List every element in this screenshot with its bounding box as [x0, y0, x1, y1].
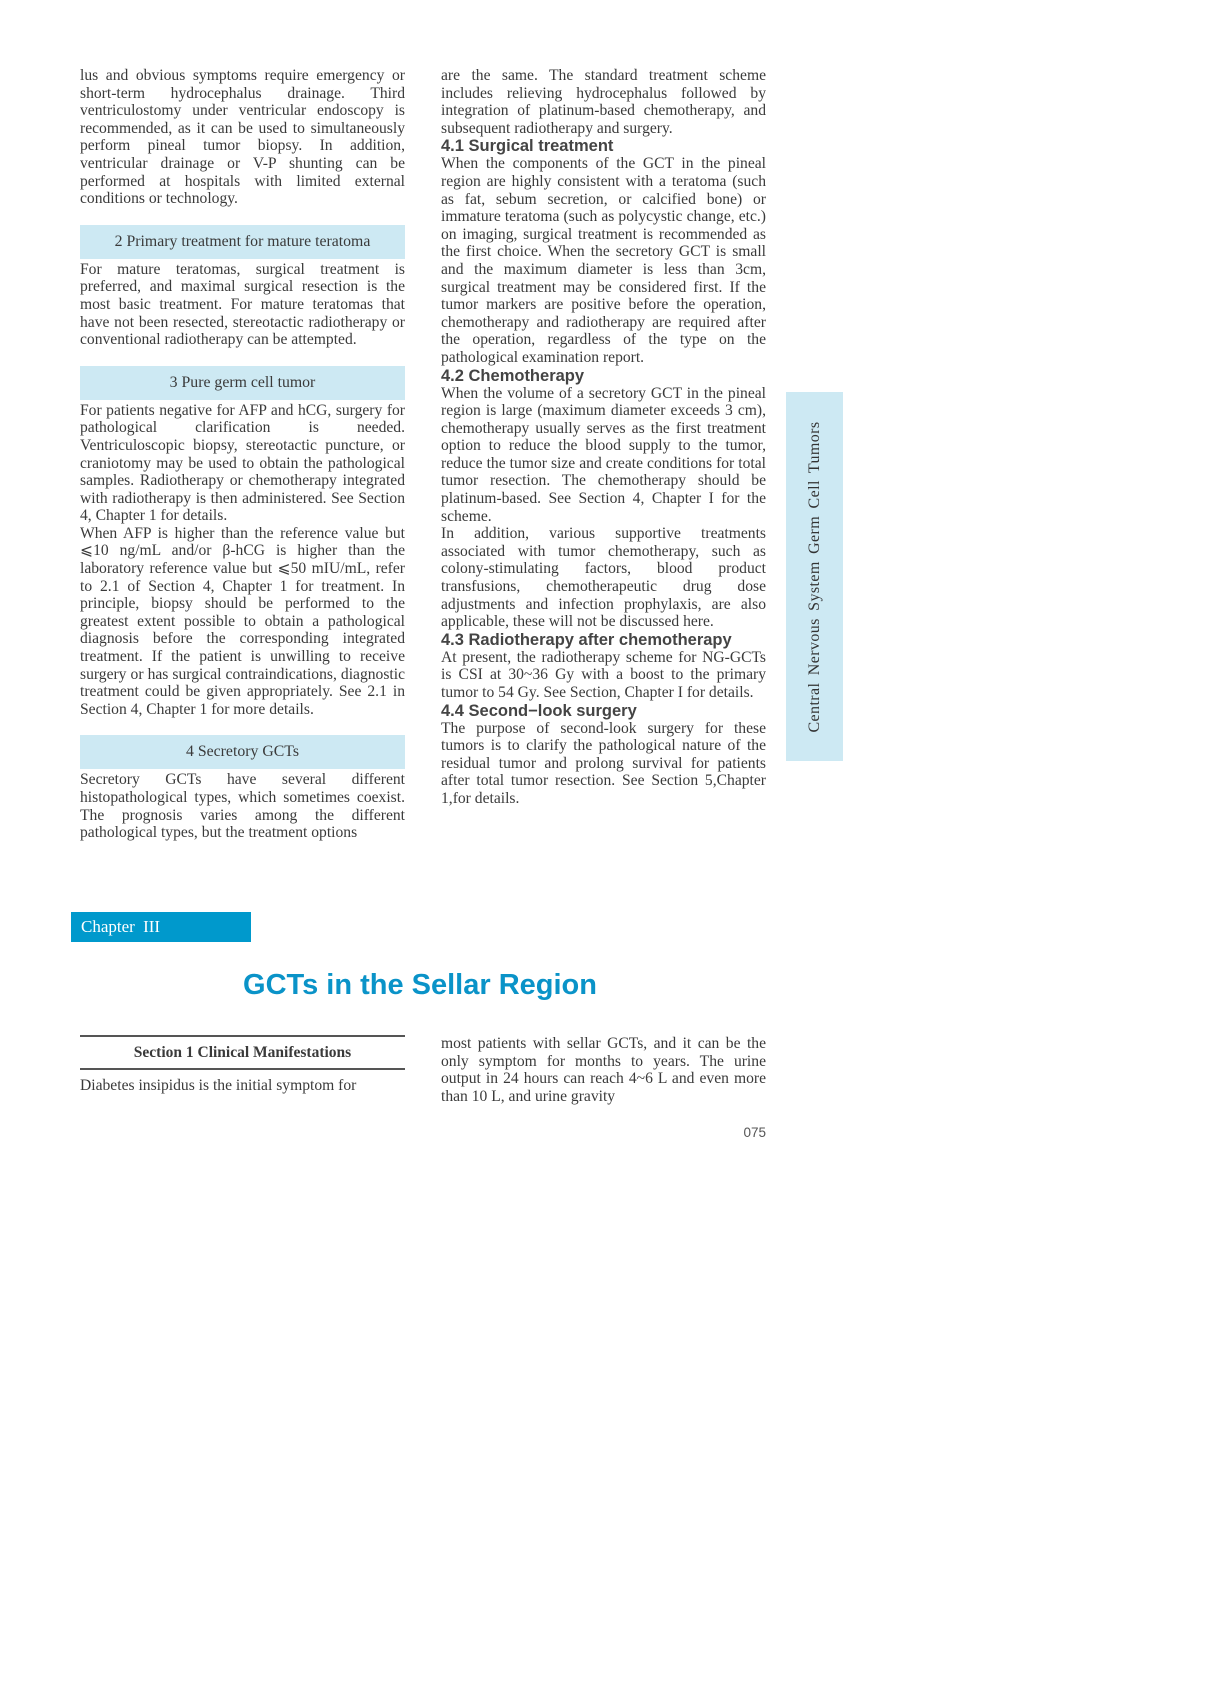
spacer	[80, 349, 405, 366]
subsection-4-3-heading: 4.3 Radiotherapy after chemotherapy	[441, 630, 732, 649]
section-2-paragraph: For mature teratomas, surgical treatment is preferred, and maximal surgical resection is the most basic treatment. For mature teratomas that have not been resected, stereotactic radiotherapy or conventional radiotherapy can be attempted.	[80, 260, 405, 349]
page-number: 075	[743, 1125, 766, 1140]
continuation-paragraph: are the same. The standard treatment scheme includes relieving hydrocephalus followed by integration of platinum-based chemotherapy, and subsequent radiotherapy and surgery.	[441, 67, 766, 137]
section-3-paragraph-2: When AFP is higher than the reference value but ⩽10 ng/mL and/or β-hCG is higher than the laboratory reference value but ⩽50 mIU/mL, refer to 2.1 of Section 4, Chapter 1 for treatment. In principle, biopsy should be performed to the greatest extent possible to obtain a pathological diagnosis before the corresponding integrated treatment. If the patient is unwilling to receive surgery or has surgical contraindications, diagnostic treatment could be given appropriately. See 2.1 in Section 4, Chapter 1 for more details.	[80, 524, 405, 718]
chapter-left-column	[80, 1035, 405, 1095]
intro-paragraph: lus and obvious symptoms require emergency or short-term hydrocephalus drainage. Third ventriculostomy under ventricular endoscopy is recommended, as it can be used to simultaneously perform pineal tumor biopsy. In addition, ventricular drainage or V-P shunting can be performed at hospitals with limited external conditions or technology.	[80, 67, 405, 208]
subsection-4-2-paragraph-2: In addition, various supportive treatments associated with tumor chemotherapy, such as colony-stimulating factors, blood product transfusions, chemotherapeutic drug dose adjustments and infection prophylaxis, are also applicable, these will not be discussed here.	[441, 525, 766, 631]
section-4-heading: 4 Secretory GCTs	[80, 735, 405, 769]
chapter-left-paragraph: Diabetes insipidus is the initial symptom for	[80, 1077, 357, 1094]
subsection-4-4-paragraph: The purpose of second-look surgery for these tumors is to clarify the pathological nature of the residual tumor and prolong survival for patients after total tumor resection. See Section 5,Chapter 1,for details.	[441, 719, 766, 807]
chapter-label-bar	[71, 912, 251, 942]
subsection-4-1-heading: 4.1 Surgical treatment	[441, 137, 614, 156]
side-tab-label: Central Nervous System Germ Cell Tumors	[805, 420, 823, 733]
subsection-4-3-paragraph: At present, the radiotherapy scheme for NG-GCTs is CSI at 30~36 Gy with a boost to the primary tumor to 54 Gy. See Section, Chapter I for details.	[441, 648, 766, 701]
section-4-paragraph: Secretory GCTs have several different histopathological types, which sometimes coexist. The prognosis varies among the different pathological types, but the treatment options	[80, 771, 405, 842]
subsection-4-2-heading: 4.2 Chemotherapy	[441, 366, 585, 385]
chapter-right-column	[441, 1035, 766, 1105]
section-1-heading: Section 1 Clinical Manifestations	[80, 1035, 405, 1070]
spacer	[80, 718, 405, 735]
chapter-title: GCTs in the Sellar Region	[243, 969, 597, 1001]
subsection-4-4-heading: 4.4 Second−look surgery	[441, 701, 637, 720]
chapter-right-paragraph: most patients with sellar GCTs, and it can be the only symptom for months to years. The urine output in 24 hours can reach 4~6 L and even more than 10 L, and urine gravity	[441, 1035, 766, 1105]
left-column	[80, 67, 405, 842]
chapter-label: Chapter III	[81, 917, 161, 936]
section-3-paragraph-1: For patients negative for AFP and hCG, surgery for pathological clarification is needed. Ventriculoscopic biopsy, stereotactic puncture, or craniotomy may be used to obtain the pathological samples. Radiotherapy or chemotherapy integrated with radiotherapy is then administered. See Section 4, Chapter 1 for details.	[80, 401, 405, 525]
right-column	[441, 67, 766, 808]
subsection-4-2-paragraph-1: When the volume of a secretory GCT in the pineal region is large (maximum diameter exceeds 3 cm), chemotherapy usually serves as the first treatment option to reduce the blood supply to the tumor, reduce the tumor size and create conditions for total tumor resection. The chemotherapy should be platinum-based. See Section 4, Chapter I for the scheme.	[441, 384, 766, 525]
subsection-4-1-paragraph: When the components of the GCT in the pineal region are highly consistent with a teratoma (such as fat, sebum secretion, or calcified bone) or immature teratoma (such as polycystic change, etc.) on imaging, surgical treatment is recommended as the first choice. When the secretory GCT is small and the maximum diameter is less than 3cm, surgical treatment may be considered first. If the tumor markers are positive before the operation, chemotherapy and radiotherapy are required after the operation, regardless of the type on the pathological examination report.	[441, 155, 766, 366]
spacer	[80, 208, 405, 225]
section-2-heading: 2 Primary treatment for mature teratoma	[80, 225, 405, 259]
section-3-heading: 3 Pure germ cell tumor	[80, 366, 405, 400]
side-thumb-tab	[786, 392, 843, 761]
